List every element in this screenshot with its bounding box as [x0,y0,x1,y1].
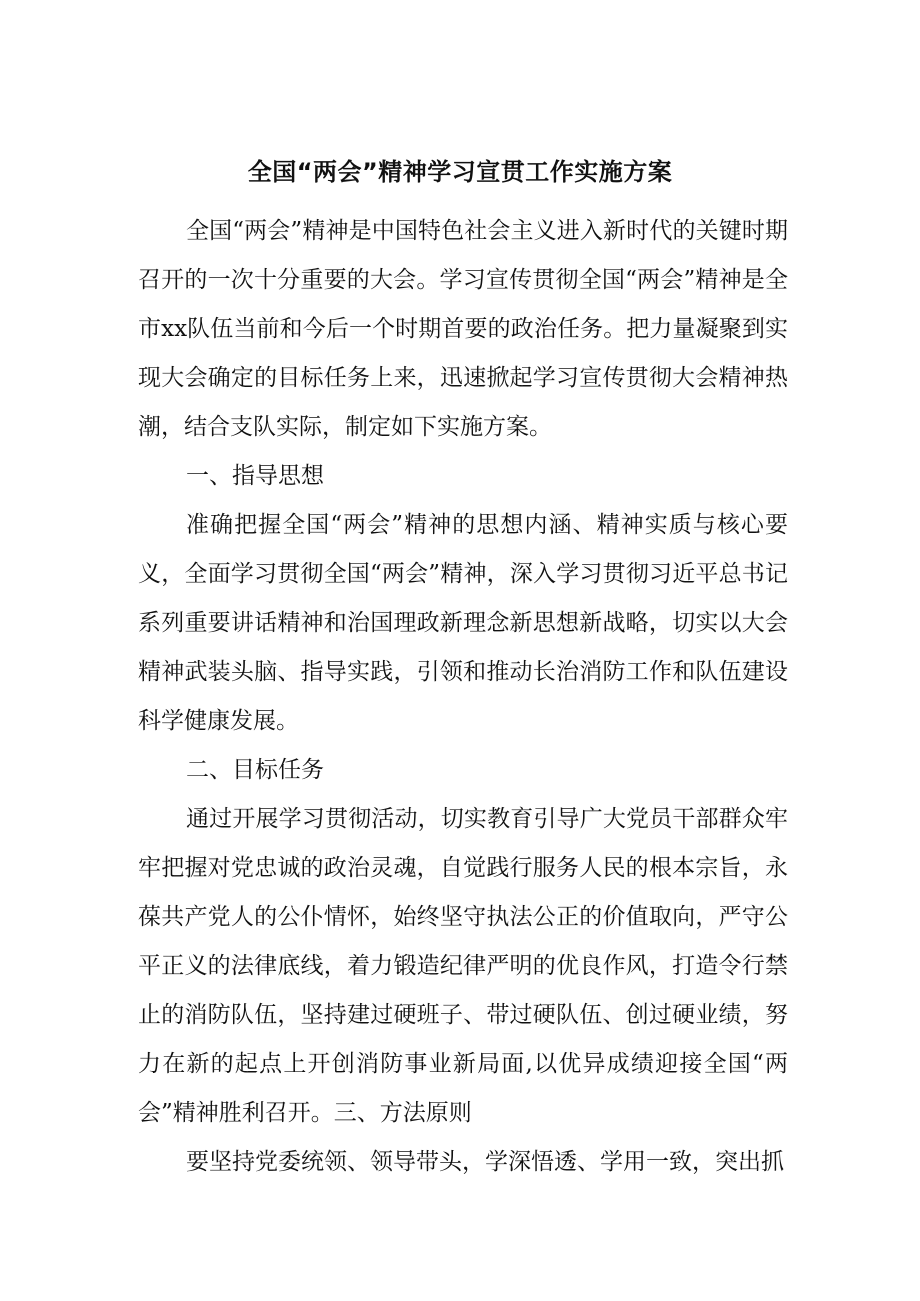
section-heading-guiding-ideology: 一、指导思想 [186,463,324,489]
document-title: 全国“两会”精神学习宣贯工作实施方案 [247,158,673,186]
document-body [138,207,788,1187]
intro-paragraph: 全国“两会”精神是中国特色社会主义进入新时代的关键时期召开的一次十分重要的大会。学习宣传贯彻全国“两会”精神是全市xx队伍当前和今后一个时期首要的政治任务。把力量凝聚到实现大会确定的目标任务上来，迅速掀起学习宣传贯彻大会精神热潮，结合支队实际，制定如下实施方案。 [138,218,788,440]
section-heading-goals-tasks: 二、目标任务 [186,757,324,783]
method-principles-paragraph: 要坚持党委统领、领导带头，学深悟透、学用一致，突出抓 [186,1149,784,1175]
guiding-ideology-paragraph: 准确把握全国“两会”精神的思想内涵、精神实质与核心要义，全面学习贯彻全国“两会”精神，深入学习贯彻习近平总书记系列重要讲话精神和治国理政新理念新思想新战略，切实以大会精神武装头脑、指导实践，引领和推动长治消防工作和队伍建设科学健康发展。 [138,512,788,734]
goals-tasks-paragraph: 通过开展学习贯彻活动，切实教育引导广大党员干部群众牢牢把握对党忠诚的政治灵魂，自觉践行服务人民的根本宗旨，永葆共产党人的公仆情怀，始终坚守执法公正的价值取向，严守公平正义的法律底线，着力锻造纪律严明的优良作风，打造令行禁止的消防队伍，坚持建过硬班子、带过硬队伍、创过硬业绩，努力在新的起点上开创消防事业新局面,以优异成绩迎接全国“两会”精神胜利召开。三、方法原则 [138,806,788,1126]
